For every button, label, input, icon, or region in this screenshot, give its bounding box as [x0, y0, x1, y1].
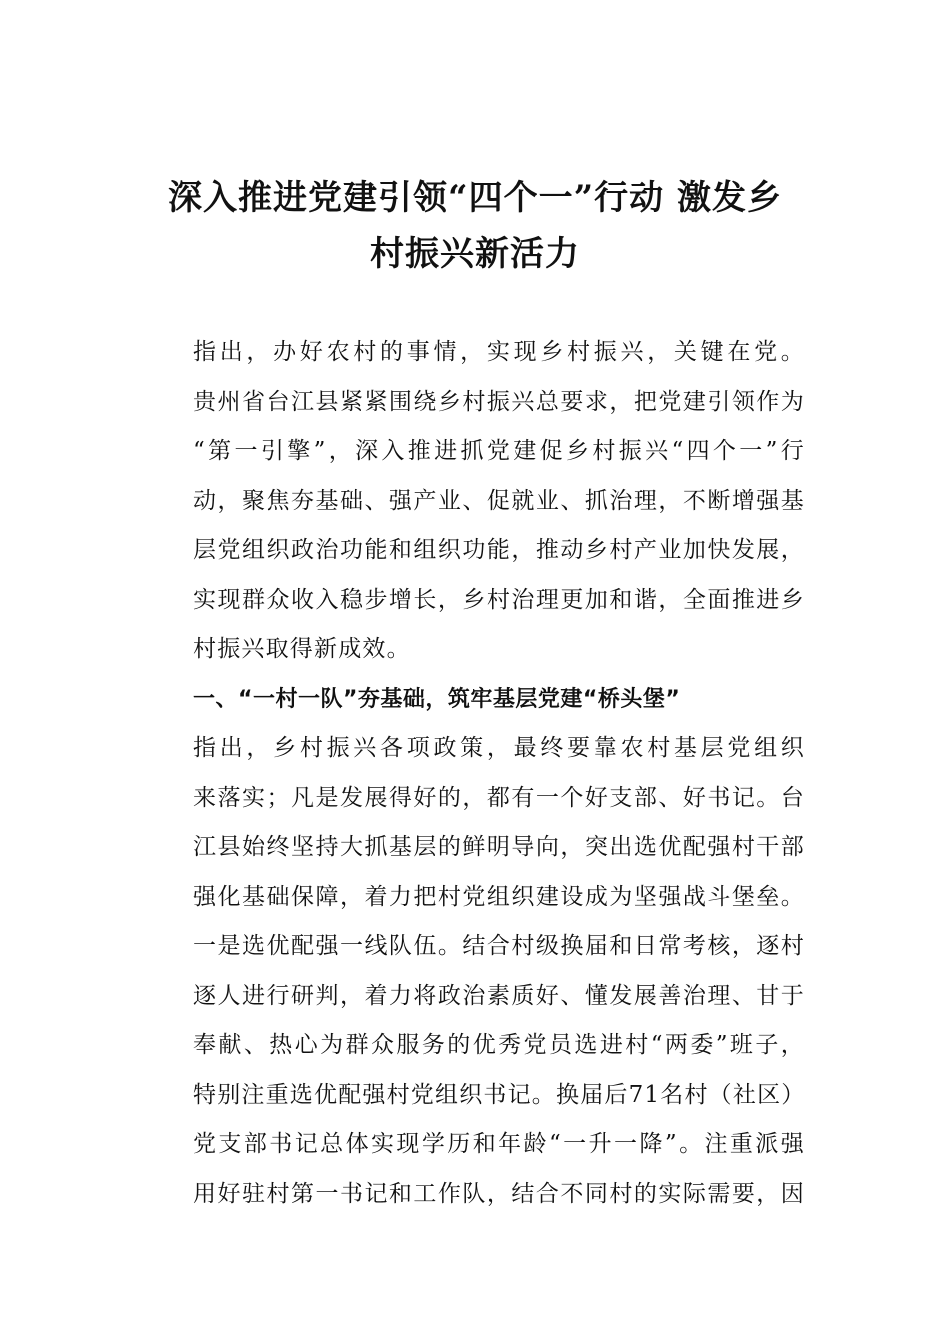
paragraph-line: 村振兴取得新成效。	[193, 636, 411, 662]
paragraph-line: 指出，乡村振兴各项政策，最终要靠农村基层党组织	[193, 735, 805, 761]
paragraph-line: 层党组织政治功能和组织功能，推动乡村产业加快发展，	[193, 537, 805, 563]
paragraph-line: 用好驻村第一书记和工作队，结合不同村的实际需要，因	[193, 1180, 805, 1207]
paragraph-line: 奉献、热心为群众服务的优秀党员选进村“两委”班子，	[193, 1032, 805, 1058]
paragraph-line: 动，聚焦夯基础、强产业、促就业、抓治理，不断增强基	[193, 487, 805, 514]
title-line-1: 深入推进党建引领“四个一”行动 激发乡	[168, 178, 782, 218]
paragraph-line: 特别注重选优配强村党组织书记。换届后71名村（社区）	[193, 1081, 806, 1108]
document-body	[147, 328, 805, 1219]
paragraph-line: 贵州省台江县紧紧围绕乡村振兴总要求，把党建引领作为	[193, 388, 805, 415]
paragraph-line: 指出，办好农村的事情，实现乡村振兴，关键在党。	[193, 339, 805, 365]
paragraph-line: 江县始终坚持大抓基层的鲜明导向，突出选优配强村干部	[193, 834, 805, 860]
paragraph-line: 实现群众收入稳步增长，乡村治理更加和谐，全面推进乡	[193, 586, 805, 613]
paragraph-line: “第一引擎”，深入推进抓党建促乡村振兴“四个一”行	[193, 438, 805, 464]
intro-paragraph	[147, 328, 805, 675]
paragraph-line: 逐人进行研判，着力将政治素质好、懂发展善治理、甘于	[193, 982, 805, 1009]
paragraph-line: 一是选优配强一线队伍。结合村级换届和日常考核，逐村	[193, 933, 805, 959]
title-line-2: 村振兴新活力	[370, 234, 580, 274]
document-title	[120, 170, 830, 282]
section-paragraph	[147, 724, 805, 1219]
paragraph-line: 来落实；凡是发展得好的，都有一个好支部、好书记。台	[193, 784, 805, 811]
paragraph-line: 党支部书记总体实现学历和年龄“一升一降”。注重派强	[193, 1131, 805, 1157]
section-heading: 一、“一村一队”夯基础，筑牢基层党建“桥头堡”	[193, 686, 681, 712]
paragraph-line: 强化基础保障，着力把村党组织建设成为坚强战斗堡垒。	[193, 883, 805, 910]
